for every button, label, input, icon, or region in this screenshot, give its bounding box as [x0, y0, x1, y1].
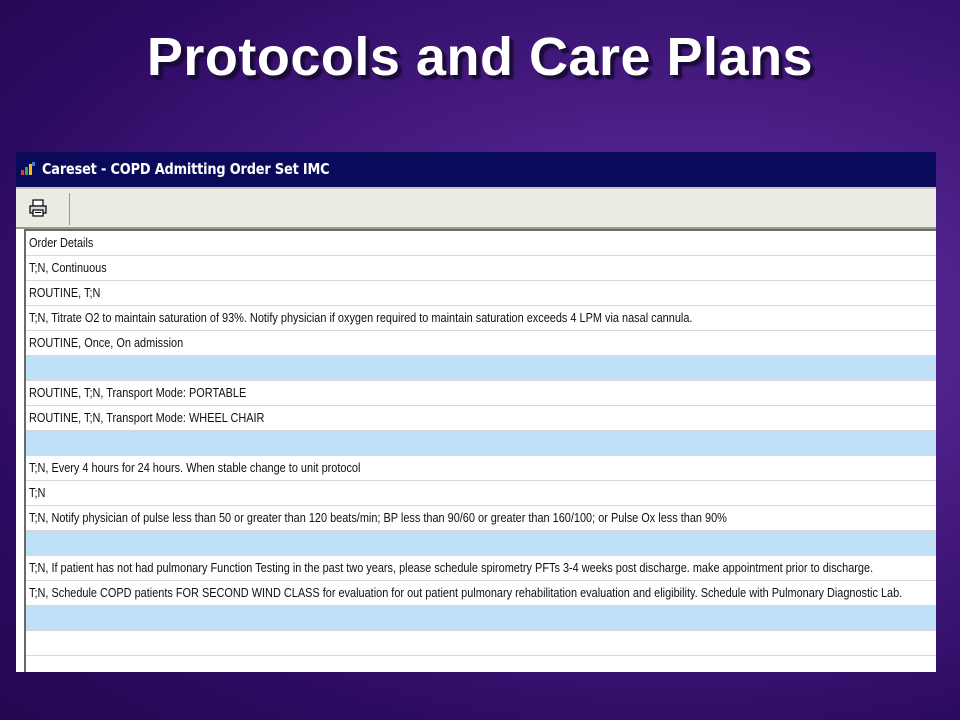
- order-detail-cell: ROUTINE, T;N, Transport Mode: WHEEL CHAIR: [29, 410, 265, 425]
- order-detail-cell: ROUTINE, T;N: [29, 285, 101, 300]
- table-row[interactable]: [26, 381, 936, 406]
- table-row[interactable]: [26, 531, 936, 556]
- table-row[interactable]: [26, 456, 936, 481]
- app-icon: [20, 161, 36, 177]
- print-button[interactable]: [20, 193, 70, 225]
- table-row[interactable]: [26, 606, 936, 631]
- order-detail-cell: T;N: [29, 485, 46, 500]
- table-row[interactable]: [26, 281, 936, 306]
- table-row[interactable]: [26, 506, 936, 531]
- table-row[interactable]: [26, 631, 936, 656]
- printer-icon: [28, 199, 48, 217]
- order-detail-cell: T;N, Continuous: [29, 260, 107, 275]
- table-row[interactable]: [26, 256, 936, 281]
- order-detail-cell: ROUTINE, T;N, Transport Mode: PORTABLE: [29, 385, 247, 400]
- table-row[interactable]: [26, 656, 936, 672]
- table-row[interactable]: [26, 406, 936, 431]
- order-detail-cell: T;N, Titrate O2 to maintain saturation of 93%. Notify physician if oxygen required to maintain saturation exceeds 4 LPM via nasal cannula.: [29, 310, 693, 325]
- table-row[interactable]: [26, 556, 936, 581]
- column-header-order-details[interactable]: Order Details: [26, 231, 936, 256]
- order-detail-cell: T;N, Every 4 hours for 24 hours. When stable change to unit protocol: [29, 460, 361, 475]
- table-row[interactable]: [26, 481, 936, 506]
- window-title: Careset - COPD Admitting Order Set IMC: [42, 160, 330, 178]
- toolbar: [16, 187, 936, 229]
- order-details-grid: [24, 229, 936, 672]
- order-detail-cell: ROUTINE, Once, On admission: [29, 335, 184, 350]
- table-row[interactable]: [26, 431, 936, 456]
- order-detail-cell: T;N, If patient has not had pulmonary Function Testing in the past two years, please schedule spirometry PFTs 3-4 weeks post discharge. make appointment prior to discharge.: [29, 560, 874, 575]
- table-row[interactable]: [26, 581, 936, 606]
- window-titlebar[interactable]: [16, 152, 936, 187]
- careset-window: [16, 152, 936, 672]
- table-row[interactable]: [26, 331, 936, 356]
- order-detail-cell: T;N, Notify physician of pulse less than 50 or greater than 120 beats/min; BP less than 90/60 or greater than 160/100; or Pulse Ox less than 90%: [29, 510, 727, 525]
- table-row[interactable]: [26, 306, 936, 331]
- table-row[interactable]: [26, 356, 936, 381]
- order-detail-cell: T;N, Schedule COPD patients FOR SECOND WIND CLASS for evaluation for out patient pulmonary rehabilitation evaluation and eligibility. Schedule with Pulmonary Diagnostic Lab.: [29, 585, 903, 600]
- slide-title: Protocols and Care Plans: [146, 27, 814, 87]
